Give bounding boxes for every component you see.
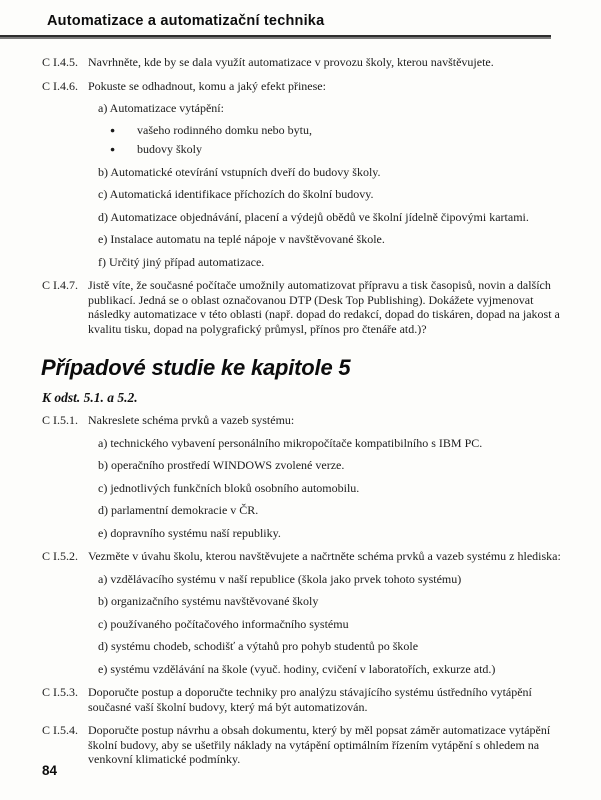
exercise-subitem-e: e) systému vzdělávání na škole (vyuč. hodiny, cvičení v laboratořích, exkurze atd.) [98,661,496,676]
exercise-subitem-b: b) operačního prostředí WINDOWS zvolené verze. [98,458,345,472]
exercise-item-c153 [42,685,571,714]
exercise-item-c154 [42,723,571,767]
exercise-item-c147 [42,278,571,336]
exercise-subitem-a: a) Automatizace vytápění: [98,101,224,115]
exercise-item-c146 [42,79,571,270]
exercise-text: Pokuste se odhadnout, komu a jaký efekt přinese: [88,78,326,93]
section-title: Případové studie ke kapitole 5 [41,355,351,380]
exercise-subitem-d: d) parlamentní demokracie v ČR. [98,503,259,517]
exercise-id: C I.5.2. [42,549,78,563]
bullet-text: budovy školy [137,142,203,156]
exercise-subitem-c: c) používaného počítačového informačního systému [98,616,349,631]
exercise-id: C I.4.6. [42,78,78,93]
exercise-subitem-c: c) jednotlivých funkčních bloků osobního automobilu. [98,480,360,495]
exercise-id: C I.5.4. [42,723,78,737]
exercise-id: C I.5.3. [42,685,78,699]
exercise-text: Vezměte v úvahu školu, kterou navštěvujete a načrtněte schéma prvků a vazeb systému z hlediska: [88,549,561,563]
exercise-subitem-d: d) systému chodeb, schodišť a výtahů pro pohyb studentů po škole [98,639,419,653]
exercise-subitem-d: d) Automatizace objednávání, placení a výdejů obědů ve školní jídelně čipovými kartami. [98,209,529,224]
bullet-text: vašeho rodinného domku nebo bytu, [137,122,312,137]
exercise-id: C I.4.7. [42,278,78,292]
exercise-subitem-e: e) dopravního systému naší republiky. [98,525,281,540]
exercise-text: Nakreslete schéma prvků a vazeb systému: [88,413,295,427]
exercise-item-c145 [42,55,571,70]
bullet-icon: ● [110,144,116,154]
exercise-subitem-e: e) Instalace automatu na teplé nápoje v navštěvované škole. [98,232,385,246]
exercise-item-c152 [42,549,571,676]
page-number: 84 [42,763,58,778]
exercise-id: C I.4.5. [42,55,78,69]
running-header-title: Automatizace a automatizační technika [47,13,325,29]
page-body [42,55,571,776]
exercise-subitem-c: c) Automatická identifikace příchozích do školní budovy. [98,187,374,201]
exercise-text: Doporučte postup návrhu a obsah dokumentu, který by měl popsat záměr automatizace vytápění školní budovy, aby se ušetřily náklady na vytápění optimálním řízením vytápění s ohledem na venkovní klimatické podmínky. [88,723,551,766]
header-rule [0,35,551,39]
exercise-item-c151 [42,413,571,540]
bullet-list-item [110,142,571,157]
exercise-subitem-f: f) Určitý jiný případ automatizace. [98,254,265,269]
exercise-text: Navrhněte, kde by se dala využít automatizace v provozu školy, kterou navštěvujete. [88,55,494,69]
exercise-subitem-b: b) organizačního systému navštěvované školy [98,594,319,608]
exercise-subitem-b: b) Automatické otevírání vstupních dveří do budovy školy. [98,164,381,179]
exercise-subitem-a: a) vzdělávacího systému v naší republice (škola jako prvek tohoto systému) [98,571,462,586]
bullet-list-item [110,123,571,138]
bullet-icon: ● [110,124,116,135]
exercise-text: Doporučte postup a doporučte techniky pro analýzu stávajícího systému ústředního vytápění současné vaší školní budovy, který má být automatizován. [88,685,532,714]
section-subtitle: K odst. 5.1. a 5.2. [42,390,138,405]
exercise-subitem-a: a) technického vybavení personálního mikropočítače kompatibilního s IBM PC. [98,435,483,450]
exercise-text: Jistě víte, že současné počítače umožnily automatizovat přípravu a tisk časopisů, novin a dalších publikací. Jedná se o oblast označovanou DTP (Desk Top Publishing). Dokážete vyjmenovat následky automatizace v této oblasti (např. dopad do redakcí, dopad do tiskáren, dopad na jakost a kvalitu tisku, dopad na polygrafický průmysl, přínos pro čtenáře atd.)? [88,278,560,336]
exercise-id: C I.5.1. [42,413,78,427]
